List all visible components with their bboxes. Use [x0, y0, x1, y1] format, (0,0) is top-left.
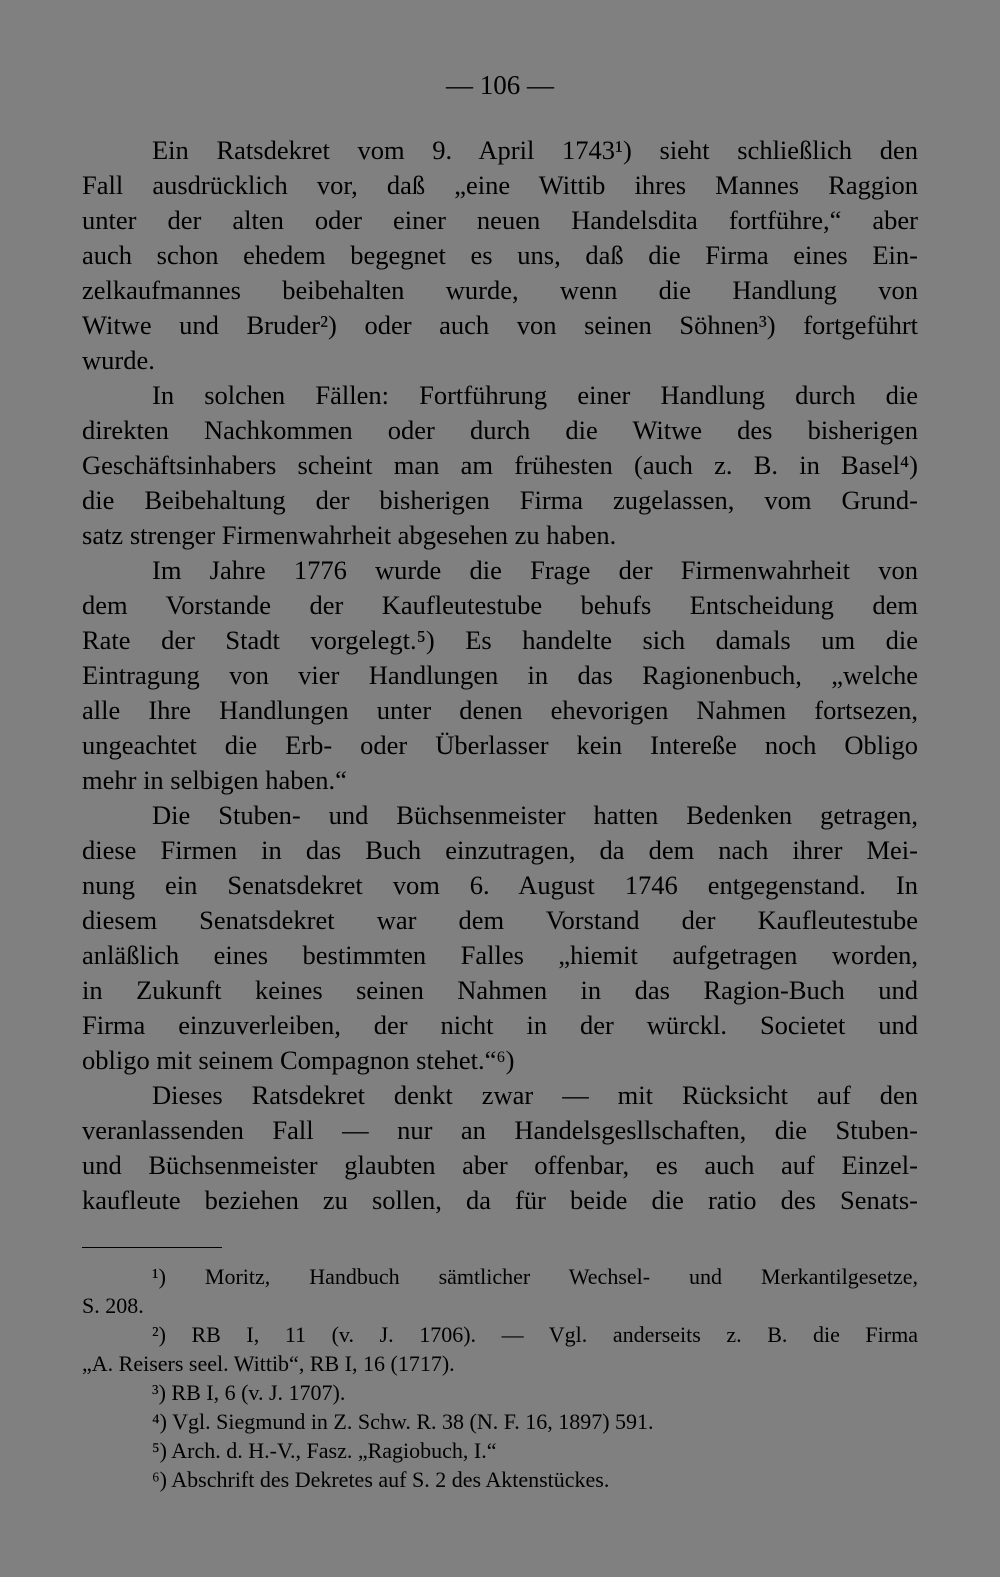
footnote-line: S. 208. — [82, 1293, 144, 1318]
body-line: ungeachtet die Erb- oder Überlasser kein Intereße noch Obligo — [82, 730, 918, 760]
body-line: mehr in selbigen haben.“ — [82, 765, 347, 795]
body-line: Die Stuben- und Büchsenmeister hatten Bedenken getragen, — [152, 800, 918, 830]
page-number: — 106 — — [446, 70, 554, 100]
body-line: wurde. — [82, 345, 155, 375]
body-line: obligo mit seinem Compagnon stehet.“⁶) — [82, 1045, 515, 1075]
body-line: dem Vorstande der Kaufleutestube behufs Entscheidung dem — [82, 590, 918, 620]
footnote-line: ⁴) Vgl. Siegmund in Z. Schw. R. 38 (N. F. 16, 1897) 591. — [152, 1409, 654, 1434]
body-line: veranlassenden Fall — nur an Handelsgesllschaften, die Stuben- — [82, 1115, 918, 1145]
body-line: nung ein Senatsdekret vom 6. August 1746 entgegenstand. In — [82, 870, 918, 900]
footnote-divider — [82, 1247, 222, 1248]
body-line: unter der alten oder einer neuen Handelsdita fortführe,“ aber — [82, 205, 918, 235]
footnote-line: ³) RB I, 6 (v. J. 1707). — [152, 1380, 346, 1405]
body-line: diesem Senatsdekret war dem Vorstand der Kaufleutestube — [82, 905, 918, 935]
body-line: diese Firmen in das Buch einzutragen, da dem nach ihrer Mei- — [82, 835, 918, 865]
body-line: Im Jahre 1776 wurde die Frage der Firmenwahrheit von — [152, 555, 918, 585]
body-line: in Zukunft keines seinen Nahmen in das Ragion-Buch und — [82, 975, 918, 1005]
body-line: Geschäftsinhabers scheint man am frühesten (auch z. B. in Basel⁴) — [82, 450, 918, 480]
body-line: kaufleute beziehen zu sollen, da für beide die ratio des Senats- — [82, 1185, 918, 1215]
body-line: Dieses Ratsdekret denkt zwar — mit Rücksicht auf den — [152, 1080, 918, 1110]
body-line: alle Ihre Handlungen unter denen ehevorigen Nahmen fortsezen, — [82, 695, 918, 725]
footnote-line: ⁵) Arch. d. H.-V., Fasz. „Ragiobuch, I.“ — [152, 1438, 497, 1463]
body-line: Witwe und Bruder²) oder auch von seinen Söhnen³) fortgeführt — [82, 310, 918, 340]
footnotes — [82, 1262, 918, 1494]
body-line: In solchen Fällen: Fortführung einer Handlung durch die — [152, 380, 918, 410]
body-text — [82, 133, 918, 1218]
footnote-line: ¹) Moritz, Handbuch sämtlicher Wechsel- und Merkantilgesetze, — [152, 1264, 918, 1289]
body-line: zelkaufmannes beibehalten wurde, wenn die Handlung von — [82, 275, 918, 305]
body-line: Firma einzuverleiben, der nicht in der würckl. Societet und — [82, 1010, 918, 1040]
body-line: Ein Ratsdekret vom 9. April 1743¹) sieht schließlich den — [152, 135, 918, 165]
footnote-line: „A. Reisers seel. Wittib“, RB I, 16 (1717). — [82, 1351, 455, 1376]
body-line: Eintragung von vier Handlungen in das Ragionenbuch, „welche — [82, 660, 918, 690]
footnote-line: ⁶) Abschrift des Dekretes auf S. 2 des Aktenstückes. — [152, 1467, 610, 1492]
body-line: auch schon ehedem begegnet es uns, daß die Firma eines Ein- — [82, 240, 918, 270]
body-line: Rate der Stadt vorgelegt.⁵) Es handelte sich damals um die — [82, 625, 918, 655]
body-line: Fall ausdrücklich vor, daß „eine Wittib ihres Mannes Raggion — [82, 170, 918, 200]
footnote-line: ²) RB I, 11 (v. J. 1706). — Vgl. anderseits z. B. die Firma — [152, 1322, 918, 1347]
body-line: und Büchsenmeister glaubten aber offenbar, es auch auf Einzel- — [82, 1150, 918, 1180]
body-line: die Beibehaltung der bisherigen Firma zugelassen, vom Grund- — [82, 485, 918, 515]
body-line: anläßlich eines bestimmten Falles „hiemit aufgetragen worden, — [82, 940, 918, 970]
body-line: direkten Nachkommen oder durch die Witwe des bisherigen — [82, 415, 918, 445]
body-line: satz strenger Firmenwahrheit abgesehen zu haben. — [82, 520, 617, 550]
